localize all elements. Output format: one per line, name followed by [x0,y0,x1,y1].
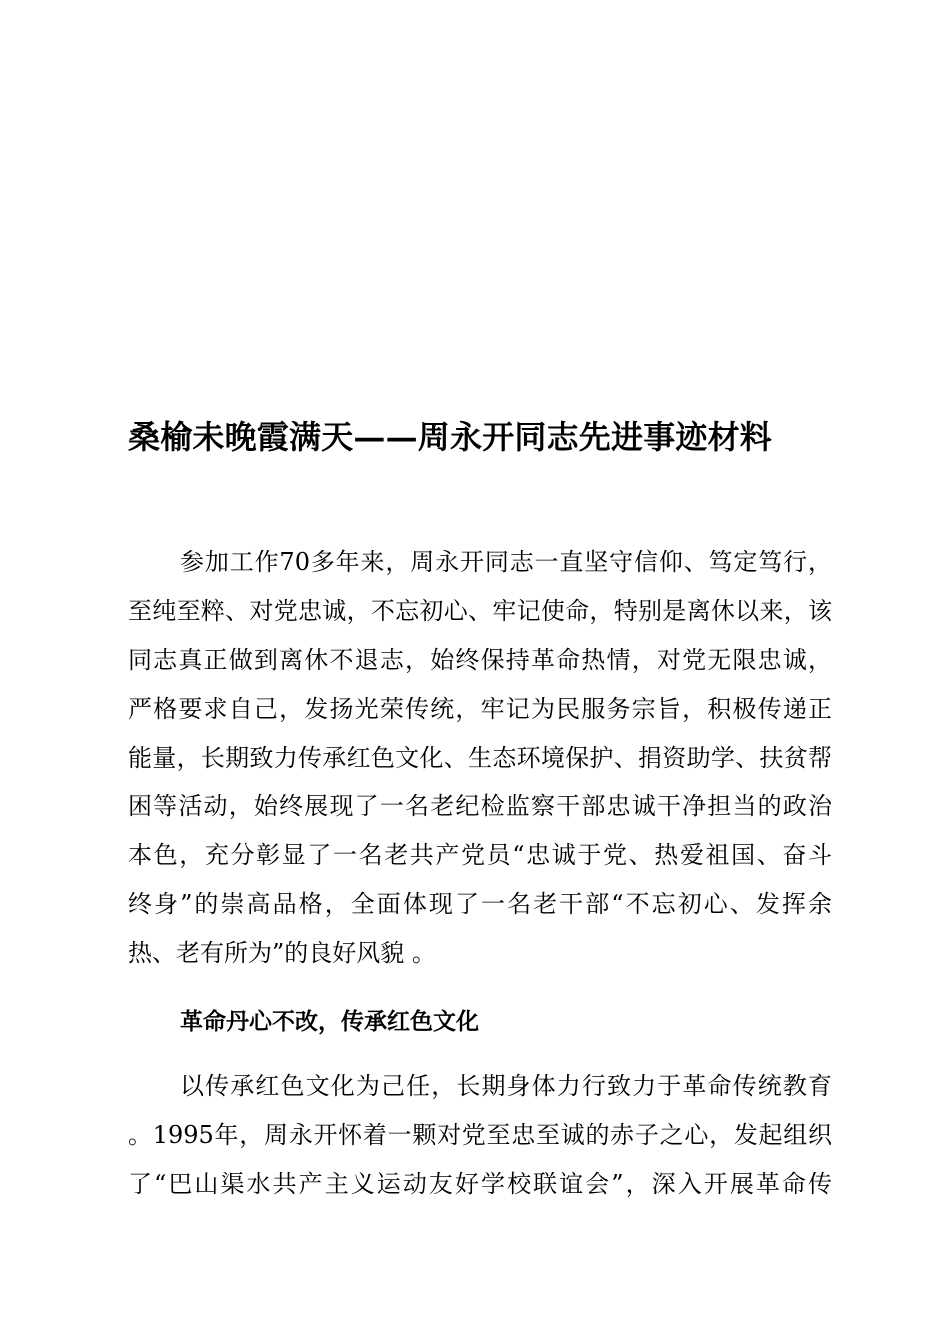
paragraph-line: 至纯至粹、对党忠诚，不忘初心、牢记使命，特别是离休以来，该 [128,596,832,625]
paragraph-line: 能量，长期致力传承红色文化、生态环境保护、捐资助学、扶贫帮 [128,743,832,772]
paragraph-line: 同志真正做到离休不退志，始终保持革命热情，对党无限忠诚， [128,645,832,674]
paragraph-line: 困等活动，始终展现了一名老纪检监察干部忠诚干净担当的政治 [128,792,832,821]
paragraph-line: 了“巴山渠水共产主义运动友好学校联谊会”，深入开展革命传 [128,1169,832,1198]
paragraph-section-body [128,1062,832,1209]
paragraph-line: 严格要求自己，发扬光荣传统，牢记为民服务宗旨，积极传递正 [128,694,832,723]
paragraph-line: 参加工作70多年来，周永开同志一直坚守信仰、笃定笃行， [180,548,832,576]
paragraph-line: 热、老有所为”的良好风貌 。 [128,939,436,968]
document-title: 桑榆未晚霞满天——周永开同志先进事迹材料 [128,418,773,456]
paragraph-intro [128,538,832,978]
section-heading: 革命丹心不改，传承红色文化 [180,1009,479,1035]
paragraph-line: 终身”的崇高品格，全面体现了一名老干部“不忘初心、发挥余 [128,890,832,919]
paragraph-line: 本色，充分彰显了一名老共产党员“忠诚于党、热爱祖国、奋斗 [128,841,832,870]
paragraph-line: 以传承红色文化为己任，长期身体力行致力于革命传统教育 [180,1072,832,1100]
paragraph-line: 。1995年，周永开怀着一颗对党至忠至诚的赤子之心，发起组织 [128,1120,832,1149]
